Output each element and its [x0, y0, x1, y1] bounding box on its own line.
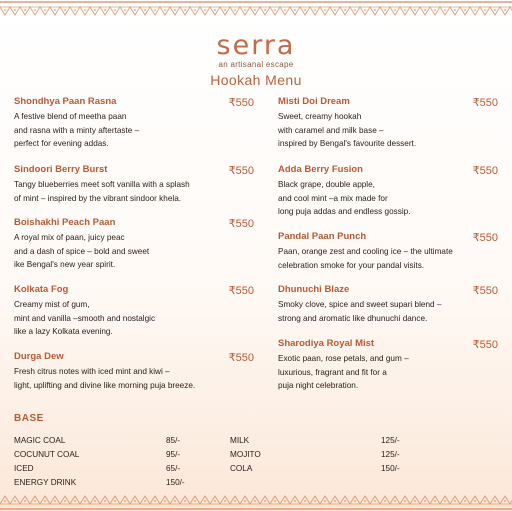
- brand-logo: serra: [216, 30, 296, 61]
- border-dot: [304, 500, 306, 502]
- item-price: ₹550: [228, 218, 254, 230]
- border-dot: [384, 500, 386, 502]
- border-dot: [364, 9, 366, 11]
- border-dot: [274, 9, 276, 11]
- border-dot: [124, 500, 126, 502]
- top-decorative-border: [0, 0, 512, 20]
- base-name: MILK: [230, 436, 250, 445]
- border-dot: [164, 500, 166, 502]
- item-price: ₹550: [472, 232, 498, 244]
- base-name: MAGIC COAL: [14, 436, 66, 445]
- border-dot: [444, 500, 446, 502]
- border-dot: [484, 500, 486, 502]
- base-price: 95/-: [166, 450, 181, 459]
- border-dot: [84, 9, 86, 11]
- border-dot: [264, 500, 266, 502]
- border-dot: [404, 500, 406, 502]
- item-price: ₹550: [472, 97, 498, 109]
- border-dot: [284, 9, 286, 11]
- border-dot: [244, 500, 246, 502]
- item-name: Shondhya Paan Rasna: [14, 96, 117, 107]
- item-name: Sharodiya Royal Mist: [278, 338, 375, 349]
- item-description: Exotic paan, rose petals, and gum – luxurious, fragrant and fit for a puja night celebration.: [278, 354, 409, 390]
- border-dot: [334, 500, 336, 502]
- base-price: 85/-: [166, 436, 181, 445]
- border-dot: [494, 500, 496, 502]
- base-price: 125/-: [381, 450, 400, 459]
- border-dot: [194, 500, 196, 502]
- item-price: ₹550: [228, 97, 254, 109]
- border-dot: [354, 500, 356, 502]
- base-name: COCUNUT COAL: [14, 450, 80, 459]
- item-name: Sindoori Berry Burst: [14, 164, 108, 175]
- item-description: Tangy blueberries meet soft vanilla with a splash of mint – inspired by the vibrant sindoor khela.: [14, 180, 190, 203]
- item-price: ₹550: [228, 165, 254, 177]
- border-dot: [314, 500, 316, 502]
- border-dot: [434, 9, 436, 11]
- border-dot: [244, 9, 246, 11]
- border-dot: [204, 9, 206, 11]
- border-dot: [134, 500, 136, 502]
- border-dot: [444, 9, 446, 11]
- menu-item: [14, 96, 254, 151]
- border-dot: [434, 500, 436, 502]
- border-dot: [14, 9, 16, 11]
- border-dot: [494, 9, 496, 11]
- border-dot: [324, 500, 326, 502]
- border-dot: [354, 9, 356, 11]
- item-price: ₹550: [228, 352, 254, 364]
- border-dot: [24, 9, 26, 11]
- item-price: ₹550: [472, 285, 498, 297]
- brand-tagline: an artisanal escape: [218, 60, 294, 69]
- border-dot: [154, 9, 156, 11]
- border-dot: [364, 500, 366, 502]
- item-description: A royal mix of paan, juicy peac and a dash of spice – bold and sweet ike Bengal's new year spirit.: [14, 233, 150, 269]
- item-price: ₹550: [472, 339, 498, 351]
- item-description: Sweet, creamy hookah with caramel and milk base – inspired by Bengal's favourite dessert.: [278, 112, 417, 148]
- border-dot: [464, 500, 466, 502]
- menu-item: [14, 284, 254, 339]
- border-dot: [224, 9, 226, 11]
- border-dot: [184, 500, 186, 502]
- border-dot: [114, 9, 116, 11]
- base-section-title: BASE: [14, 413, 44, 424]
- item-name: Pandal Paan Punch: [278, 231, 367, 242]
- border-dot: [24, 500, 26, 502]
- item-name: Dhunuchi Blaze: [278, 284, 350, 295]
- border-dot: [274, 500, 276, 502]
- border-dot: [74, 9, 76, 11]
- border-dot: [124, 9, 126, 11]
- border-dot: [54, 9, 56, 11]
- border-dot: [424, 500, 426, 502]
- item-description: Black grape, double apple, and cool mint –a mix made for long puja addas and endless gossip.: [278, 180, 411, 216]
- border-dot: [184, 9, 186, 11]
- base-name: COLA: [230, 464, 253, 473]
- border-dot: [504, 9, 506, 11]
- border-dot: [174, 500, 176, 502]
- border-dot: [64, 500, 66, 502]
- border-dot: [154, 500, 156, 502]
- base-name: ENERGY DRINK: [14, 478, 77, 487]
- border-zigzag: [0, 496, 512, 504]
- item-description: Creamy mist of gum, mint and vanilla –smooth and nostalgic like a lazy Kolkata evening.: [14, 300, 156, 336]
- border-dot: [304, 9, 306, 11]
- base-price: 150/-: [166, 478, 185, 487]
- border-dot: [454, 9, 456, 11]
- border-dot: [414, 9, 416, 11]
- border-dot: [104, 9, 106, 11]
- menu-item: [278, 96, 498, 151]
- border-dot: [374, 500, 376, 502]
- item-price: ₹550: [228, 285, 254, 297]
- border-dot: [394, 9, 396, 11]
- border-dot: [34, 500, 36, 502]
- border-dot: [54, 500, 56, 502]
- border-dot: [284, 500, 286, 502]
- menu-item: [14, 164, 254, 205]
- base-price: 65/-: [166, 464, 181, 473]
- border-dot: [164, 9, 166, 11]
- border-dot: [424, 9, 426, 11]
- menu-item: [14, 217, 254, 272]
- border-dot: [14, 500, 16, 502]
- menu-item: [14, 351, 254, 392]
- border-dot: [174, 9, 176, 11]
- border-dot: [104, 500, 106, 502]
- menu-item: [278, 231, 498, 272]
- base-price: 150/-: [381, 464, 400, 473]
- border-dot: [504, 500, 506, 502]
- border-dot: [294, 9, 296, 11]
- border-dot: [454, 500, 456, 502]
- border-dot: [404, 9, 406, 11]
- border-dot: [324, 9, 326, 11]
- border-dot: [34, 9, 36, 11]
- border-dot: [214, 500, 216, 502]
- border-dot: [314, 9, 316, 11]
- item-name: Durga Dew: [14, 351, 64, 362]
- menu-item: [278, 284, 498, 325]
- border-dot: [374, 9, 376, 11]
- border-dot: [334, 9, 336, 11]
- border-dot: [44, 9, 46, 11]
- menu-item: [278, 338, 498, 393]
- border-dot: [114, 500, 116, 502]
- border-dot: [4, 500, 6, 502]
- border-dot: [94, 9, 96, 11]
- border-dot: [344, 500, 346, 502]
- border-dot: [254, 500, 256, 502]
- border-dot: [414, 500, 416, 502]
- border-dot: [234, 500, 236, 502]
- item-description: A festive blend of meetha paan and rasna with a minty aftertaste – perfect for evening addas.: [14, 112, 140, 148]
- border-dot: [94, 500, 96, 502]
- border-dot: [384, 9, 386, 11]
- border-dot: [464, 9, 466, 11]
- base-name: MOJITO: [230, 450, 261, 459]
- border-dot: [74, 500, 76, 502]
- border-dot: [294, 500, 296, 502]
- border-dot: [4, 9, 6, 11]
- border-dot: [204, 500, 206, 502]
- border-dot: [224, 500, 226, 502]
- item-description: Paan, orange zest and cooling ice – the ultimate celebration smoke for your pandal visits.: [278, 247, 453, 270]
- base-price: 125/-: [381, 436, 400, 445]
- border-dot: [64, 9, 66, 11]
- border-dot: [264, 9, 266, 11]
- item-name: Misti Doi Dream: [278, 96, 350, 107]
- bottom-decorative-border: [0, 491, 512, 511]
- item-description: Smoky clove, spice and sweet supari blend – strong and aromatic like dhunuchi dance.: [278, 300, 442, 323]
- border-dot: [234, 9, 236, 11]
- border-dot: [474, 9, 476, 11]
- border-dot: [484, 9, 486, 11]
- menu-title: Hookah Menu: [210, 72, 302, 88]
- border-dot: [214, 9, 216, 11]
- item-description: Fresh citrus notes with iced mint and kiwi – light, uplifting and divine like morning puja breeze.: [14, 367, 196, 390]
- border-dot: [344, 9, 346, 11]
- border-zigzag: [0, 7, 512, 15]
- item-name: Adda Berry Fusion: [278, 164, 363, 175]
- border-dot: [194, 9, 196, 11]
- border-dot: [394, 500, 396, 502]
- base-name: ICED: [14, 464, 34, 473]
- border-dot: [144, 9, 146, 11]
- item-price: ₹550: [472, 165, 498, 177]
- menu-item: [278, 164, 498, 219]
- border-dot: [254, 9, 256, 11]
- border-dot: [144, 500, 146, 502]
- border-dot: [134, 9, 136, 11]
- border-dot: [474, 500, 476, 502]
- item-name: Kolkata Fog: [14, 284, 69, 295]
- item-name: Boishakhi Peach Paan: [14, 217, 116, 228]
- border-dot: [84, 500, 86, 502]
- border-dot: [44, 500, 46, 502]
